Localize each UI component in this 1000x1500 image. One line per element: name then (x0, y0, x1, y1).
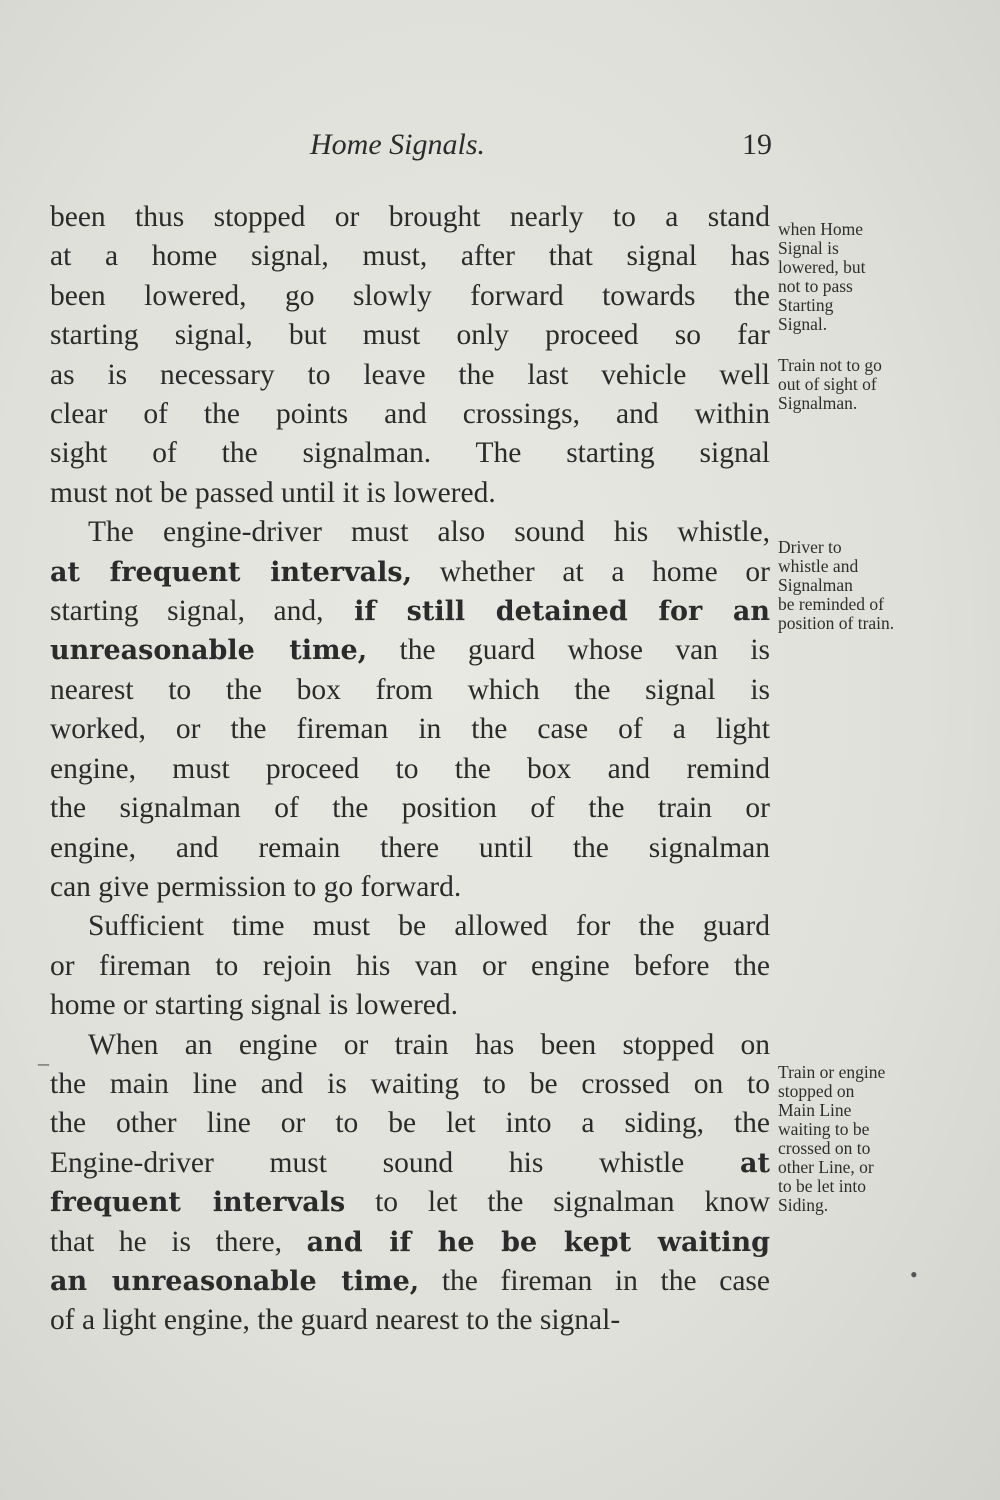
text-line (50, 592, 770, 631)
text-line (50, 1262, 770, 1301)
text-line: nearest to the box from which the signal is (50, 673, 770, 706)
text-line (50, 1183, 770, 1222)
text-line: can give permission to go forward. (50, 870, 462, 903)
text-line: must not be passed until it is lowered. (50, 476, 496, 509)
sidenote-line: Starting (778, 295, 834, 315)
bold-phrase: if still detained for an (323, 596, 770, 628)
sidenote-line: crossed on to (778, 1138, 871, 1158)
sidenote-line: waiting to be (778, 1119, 870, 1139)
paragraph-2 (50, 513, 770, 907)
sidenote-line: out of sight of (778, 374, 877, 394)
sidenote-line: Signal is (778, 238, 839, 258)
sidenote-line: lowered, but (778, 257, 866, 277)
sidenote-train-in-sight (778, 356, 882, 413)
text-line: been thus stopped or brought nearly to a stand (50, 201, 770, 233)
text-line: home or starting signal is lowered. (50, 989, 459, 1022)
text-run: that he is there, (50, 1225, 307, 1258)
text-run: the fireman in the case (419, 1264, 771, 1297)
text-line (50, 553, 770, 592)
paragraph-4 (50, 1026, 770, 1341)
main-text (50, 198, 770, 1341)
text-run: whether at a home or (412, 555, 770, 588)
text-line: The engine-driver must also sound his whistle, (88, 516, 770, 549)
text-line: starting signal, but must only proceed so far (50, 319, 770, 352)
sidenote-line: Driver to (778, 537, 842, 557)
text-line: worked, or the fireman in the case of a light (50, 713, 770, 746)
sidenote-line: position of train. (778, 613, 895, 633)
sidenote-driver-whistle (778, 538, 894, 633)
text-line: as is necessary to leave the last vehicle well (50, 358, 770, 391)
text-line: engine, and remain there until the signalman (50, 831, 770, 864)
text-line: or fireman to rejoin his van or engine before the (50, 949, 770, 982)
page-header (300, 128, 780, 172)
bold-phrase: at frequent intervals, (50, 556, 413, 588)
running-title: Home Signals. (310, 128, 485, 161)
sidenote-line: Train or engine (778, 1062, 886, 1082)
text-run: starting signal, and, (50, 595, 324, 628)
bold-phrase: unreasonable time, (50, 635, 368, 667)
sidenote-line: stopped on (778, 1081, 855, 1101)
paragraph-1 (50, 198, 770, 513)
text-run: Engine-driver must sound his whistle (50, 1146, 741, 1179)
sidenote-line: Train not to go (778, 355, 882, 375)
text-line: at a home signal, must, after that signal has (50, 240, 770, 273)
sidenote-stopped-main-line (778, 1063, 885, 1215)
sidenote-line: Siding. (778, 1195, 829, 1215)
text-run: to let the signalman know (345, 1186, 770, 1219)
margin-dash-mark: – (38, 1050, 49, 1075)
text-line: been lowered, go slowly forward towards the (50, 279, 770, 312)
sidenote-line: Signal. (778, 314, 828, 334)
text-line: sight of the signalman. The starting signal (50, 437, 770, 470)
bold-phrase: at (740, 1147, 770, 1179)
paragraph-3 (50, 907, 770, 1025)
text-line: When an engine or train has been stopped on (88, 1028, 770, 1061)
sidenote-line: be reminded of (778, 594, 884, 614)
text-line: the signalman of the position of the train or (50, 792, 770, 825)
sidenote-line: to be let into (778, 1176, 866, 1196)
bold-phrase: frequent intervals (50, 1187, 346, 1219)
text-line: the other line or to be let into a siding, the (50, 1107, 770, 1140)
bold-phrase: an unreasonable time, (50, 1265, 420, 1297)
text-line: of a light engine, the guard nearest to the signal- (50, 1304, 621, 1337)
bold-phrase: and if he be kept waiting (306, 1226, 770, 1258)
text-line: engine, must proceed to the box and remind (50, 752, 770, 785)
sidenote-line: other Line, or (778, 1157, 874, 1177)
text-line: clear of the points and crossings, and within (50, 398, 770, 431)
sidenote-line: whistle and (778, 556, 859, 576)
text-line: the main line and is waiting to be crossed on to (50, 1067, 770, 1100)
sidenote-line: Signalman (778, 575, 853, 595)
text-line: Sufficient time must be allowed for the guard (88, 910, 770, 943)
sidenote-line: Main Line (778, 1100, 852, 1120)
sidenote-line: when Home (778, 219, 864, 239)
margin-dot-mark: • (910, 1262, 918, 1287)
text-line (50, 1223, 770, 1262)
text-line (50, 1144, 770, 1183)
text-run: the guard whose van is (367, 634, 770, 667)
sidenote-line: not to pass (778, 276, 853, 296)
text-line (50, 631, 770, 670)
page-number: 19 (742, 128, 772, 161)
sidenote-line: Signalman. (778, 393, 858, 413)
sidenote-home-signal-lowered (778, 220, 865, 334)
